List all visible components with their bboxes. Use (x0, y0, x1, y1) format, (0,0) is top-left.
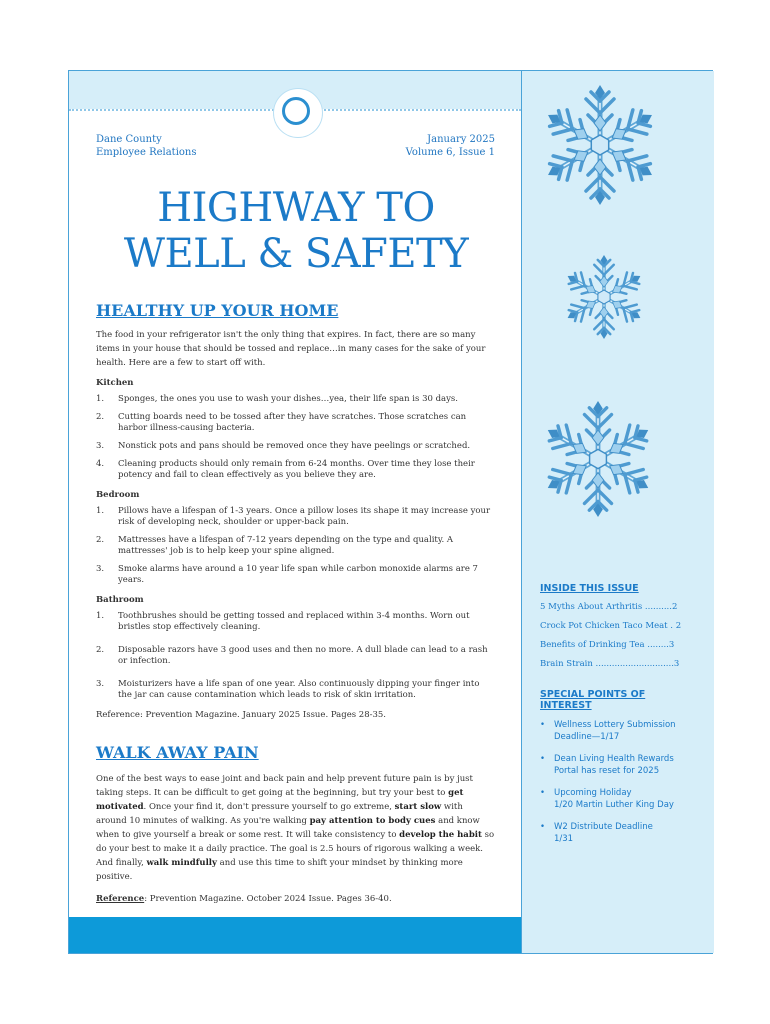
walk-reference: Reference: Prevention Magazine. October 2024 Issue. Pages 36-40. (96, 894, 392, 904)
list-item: 3. Smoke alarms have around a 10 year life span while carbon monoxide alarms are 7 years. (96, 564, 478, 585)
kitchen-list (96, 394, 496, 481)
section-title-kitchen: Kitchen (96, 378, 134, 388)
org-line-1: Dane County (96, 134, 162, 145)
article-body-home (96, 328, 496, 722)
list-item: 2. Disposable razors have 3 good uses and then no more. A dull blade can lead to a rash or infection. (96, 645, 488, 666)
snowflake-icon (562, 255, 646, 339)
toc-item[interactable]: 5 Myths About Arthritis ..........2 (540, 602, 678, 612)
article-intro: The food in your refrigerator isn't the only thing that expires. In fact, there are so many items in your house that should be tossed and replace…in many cases for the sake of your health. Here are a few to start off with. (96, 330, 486, 368)
toc-item[interactable]: Crock Pot Chicken Taco Meat . 2 (540, 621, 682, 631)
inside-heading: INSIDE THIS ISSUE (540, 583, 639, 594)
list-item: 3. Nonstick pots and pans should be removed once they have peelings or scratched. (96, 441, 471, 451)
bathroom-list (96, 611, 496, 701)
issue-line: Volume 6, Issue 1 (405, 147, 495, 158)
title-line-2: WELL & SAFETY (123, 231, 469, 277)
sidebar (521, 71, 714, 953)
list-item: 1. Pillows have a lifespan of 1-3 years. Once a pillow loses its shape it may increase your risk of developing neck, shoulder or upper-back pain. (96, 506, 491, 527)
toc-item[interactable]: Benefits of Drinking Tea ........3 (540, 640, 675, 650)
medallion-ornament (274, 89, 322, 137)
bedroom-list (96, 506, 496, 586)
newsletter-page (68, 70, 713, 954)
walk-paragraph: One of the best ways to ease joint and back pain and help prevent future pain is by just taking steps. It can be difficult to get going at the beginning, but try your best to get motivated. Once your find it, don't pressure yourself to go extreme, start slow with around 10 minutes of walking. As you're walking pay attention to body cues and know when to give yourself a break or some rest. It will take consistency to develop the habit so do your best to make it a daily practice. The goal is 2.5 hours of rigorous walking a week. And finally, walk mindfully and use this time to shift your mindset by thinking more positive. (96, 774, 495, 882)
header-organization (96, 133, 196, 159)
inside-this-issue (540, 583, 700, 670)
special-heading: SPECIAL POINTS OF INTEREST (540, 689, 646, 711)
list-item: 2. Cutting boards need to be tossed after they have scratches. Those scratches can harbor illness-causing bacteria. (96, 412, 467, 433)
bottom-band (69, 917, 521, 953)
article-reference: Reference: Prevention Magazine. January 2025 Issue. Pages 28-35. (96, 710, 386, 720)
list-item: • Upcoming Holiday 1/20 Martin Luther King Day (540, 787, 700, 811)
article-heading-home: HEALTHY UP YOUR HOME (96, 301, 339, 320)
snowflake-icon (540, 85, 660, 205)
article-body-walk (96, 772, 496, 906)
header-issue (369, 133, 495, 159)
list-item: • Wellness Lottery Submission Deadline—1/17 (540, 719, 700, 743)
toc-item[interactable]: Brain Strain .............................3 (540, 659, 680, 669)
list-item: • Dean Living Health Rewards Portal has reset for 2025 (540, 753, 700, 777)
org-line-2: Employee Relations (96, 147, 197, 158)
list-item: 2. Mattresses have a lifespan of 7-12 years depending on the type and quality. A mattresses' job is to help keep your spine aligned. (96, 535, 454, 556)
list-item: 1. Toothbrushes should be getting tossed and replaced within 3-4 months. Worn out bristles stop effectively cleaning. (96, 611, 470, 632)
points-list (540, 719, 700, 845)
newsletter-title (96, 185, 496, 277)
section-title-bedroom: Bedroom (96, 490, 140, 500)
special-points (540, 689, 700, 855)
list-item: 1. Sponges, the ones you use to wash your dishes…yea, their life span is 30 days. (96, 394, 458, 404)
snowflake-icon (540, 401, 656, 517)
date-line: January 2025 (427, 134, 495, 145)
title-line-1: HIGHWAY TO (157, 185, 435, 231)
list-item: 3. Moisturizers have a life span of one year. Also continuously dipping your finger into the jar can cause contamination which leads to risk of skin irritation. (96, 679, 480, 700)
article-heading-walk: WALK AWAY PAIN (96, 743, 259, 762)
section-title-bathroom: Bathroom (96, 595, 144, 605)
list-item: • W2 Distribute Deadline 1/31 (540, 821, 700, 845)
list-item: 4. Cleaning products should only remain from 6-24 months. Over time they lose their potency and fail to clean effectively as you believe they are. (96, 459, 475, 480)
